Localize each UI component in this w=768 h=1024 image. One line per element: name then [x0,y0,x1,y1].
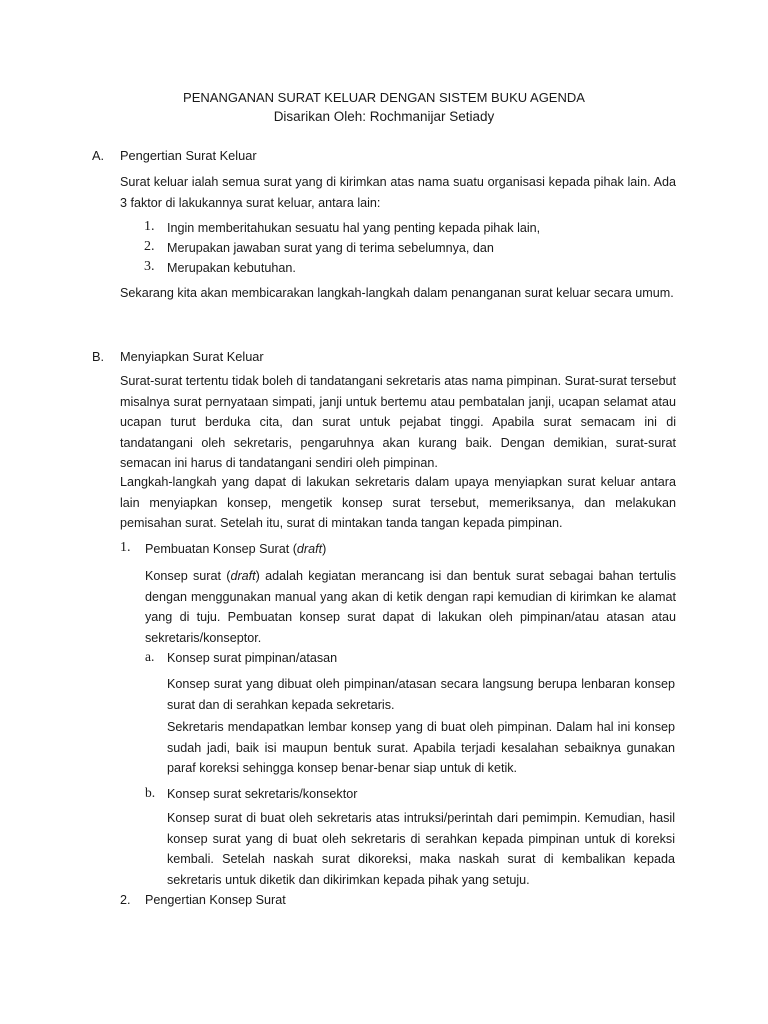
sub-a-paragraph-2: Sekretaris mendapatkan lembar konsep yang di buat oleh pimpinan. Dalam hal ini konsep sudah jadi, baik isi maupun bentuk surat. Apabila terjadi kesalahan sebaiknya gunakan paraf koreksi sehingga konsep benar-benar siap untuk di ketik. [167,720,675,776]
step-1-body: Konsep surat (draft) adalah kegiatan merancang isi dan bentuk surat sebagai bahan tertulis dengan menggunakan manual yang akan di ketik dengan rapi kemudian di kirimkan ke alamat yang di tuju. Pembuatan konsep surat dapat di lakukan oleh pimpinan/atau atasan atau sekretaris/konseptor. [145,569,676,645]
sub-b-label: Konsep surat sekretaris/konsektor [167,787,358,801]
step-2-label: Pengertian Konsep Surat [145,893,286,907]
sub-a-paragraph-1: Konsep surat yang dibuat oleh pimpinan/atasan secara langsung berupa lenbaran konsep surat dan di serahkan kepada sekretaris. [167,677,675,712]
section-b-paragraph-2: Langkah-langkah yang dapat di lakukan sekretaris dalam upaya menyiapkan surat keluar antara lain menyiapkan konsep, mengetik konsep surat tersebut, memeriksanya, dan melakukan pemisahan surat. Setelah itu, surat di mintakan tanda tangan kepada pimpinan. [120,475,676,531]
document-title: PENANGANAN SURAT KELUAR DENGAN SISTEM BUKU AGENDA [183,90,585,105]
sub-a-letter: a. [145,649,155,664]
factor-item: Merupakan kebutuhan. [167,261,296,275]
factor-number: 2. [144,239,155,254]
factor-item: Ingin memberitahukan sesuatu hal yang penting kepada pihak lain, [167,221,541,235]
sub-a-label: Konsep surat pimpinan/atasan [167,651,338,665]
section-a-closing: Sekarang kita akan membicarakan langkah-langkah dalam penanganan surat keluar secara umum. [120,286,674,300]
section-b-heading: Menyiapkan Surat Keluar [120,349,264,364]
step-2-number: 2. [120,893,131,907]
section-a-intro: Surat keluar ialah semua surat yang di kirimkan atas nama suatu organisasi kepada pihak lain. Ada 3 faktor di lakukannya surat keluar, antara lain: [120,175,676,210]
sub-b-letter: b. [145,785,156,800]
step-1-label: Pembuatan Konsep Surat (draft) [145,542,327,556]
sub-b-paragraph-1: Konsep surat di buat oleh sekretaris atas intruksi/perintah dari pemimpin. Kemudian, hasil konsep surat yang di buat oleh sekretaris di serahkan kepada pimpinan untuk di koreksi kembali. Setelah naskah surat dikoreksi, maka naskah surat di kembalikan kepada sekretaris untuk diketik dan dikirimkan kepada pihak yang setuju. [167,811,675,887]
factor-item: Merupakan jawaban surat yang di terima sebelumnya, dan [167,241,494,255]
step-1-number: 1. [120,540,131,555]
document-author: Disarikan Oleh: Rochmanijar Setiady [273,109,495,124]
section-a-letter: A. [92,148,105,163]
section-a-heading: Pengertian Surat Keluar [120,148,257,163]
factor-number: 1. [144,219,155,234]
section-b-paragraph-1: Surat-surat tertentu tidak boleh di tandatangani sekretaris atas nama pimpinan. Surat-surat tersebut misalnya surat pernyataan simpati, janji untuk bertemu atau pembatalan janji, ucapan selamat atau ucapan turut berduka cita, dan surat untuk pejabat tinggi. Apabila surat semacam ini di tandatangani oleh sekretaris, pengaruhnya akan kurang baik. Dengan demikian, surat-surat semacan ini harus di tandatangani sendiri oleh pimpinan. [120,374,676,471]
section-b-letter: B. [92,349,105,364]
factor-number: 3. [144,259,155,274]
